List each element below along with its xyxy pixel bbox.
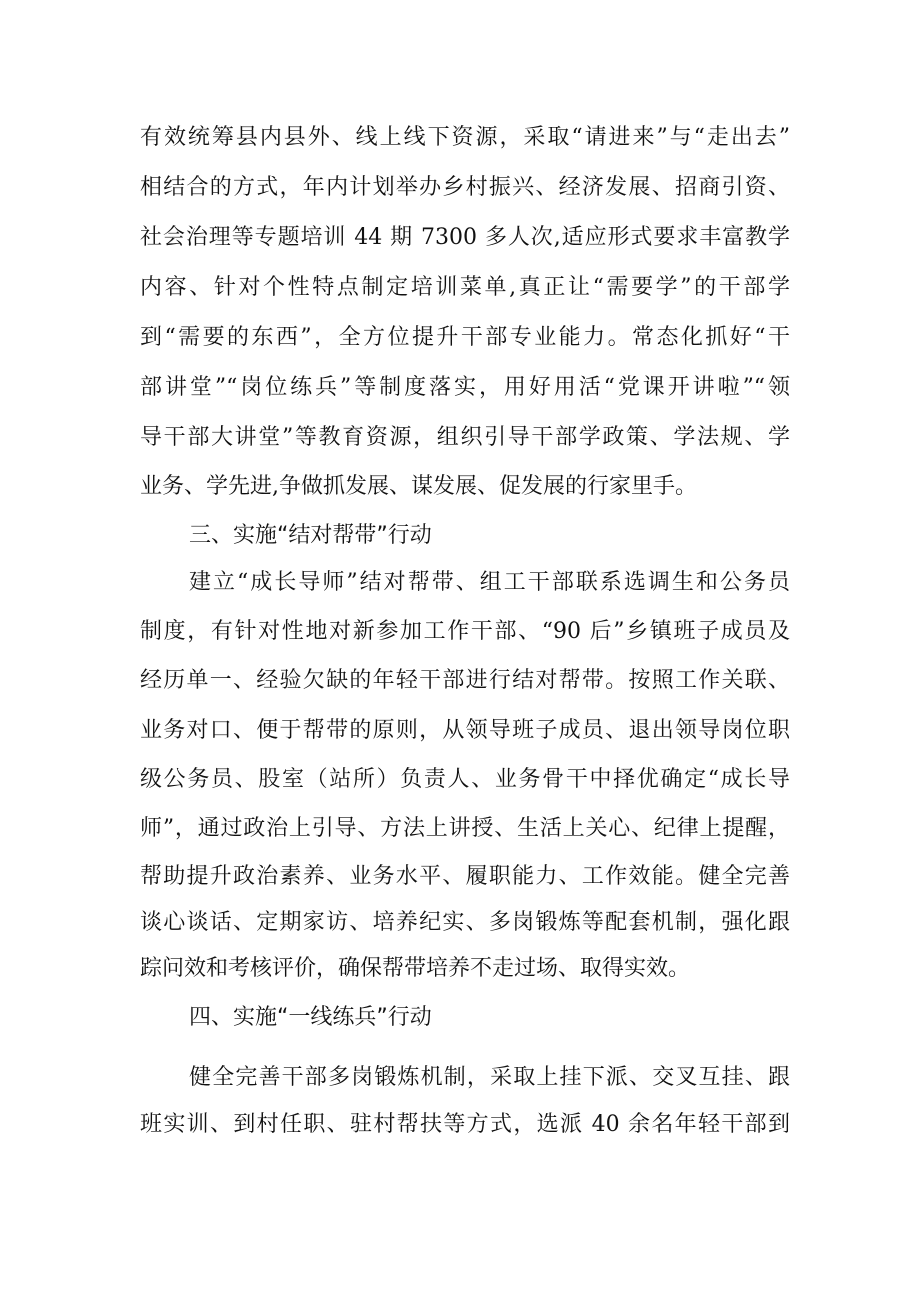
- paragraph-2-line-4: 业务对口、便于帮带的原则，从领导班子成员、退出领导岗位职: [140, 718, 790, 743]
- section-heading-4: 四、实施“一线练兵”行动: [189, 1005, 432, 1030]
- paragraph-2-line-7: 帮助提升政治素养、业务水平、履职能力、工作效能。健全完善: [140, 864, 790, 889]
- paragraph-1-line-8: 业务、学先进,争做抓发展、谋发展、促发展的行家里手。: [140, 474, 697, 499]
- paragraph-2-line-2: 制度，有针对性地对新参加工作干部、“90 后”乡镇班子成员及: [140, 619, 790, 644]
- paragraph-1-line-7: 导干部大讲堂”等教育资源，组织引导干部学政策、学法规、学: [140, 425, 790, 450]
- paragraph-2-line-6: 师”，通过政治上引导、方法上讲授、生活上关心、纪律上提醒，: [140, 816, 790, 841]
- paragraph-1-line-6: 部讲堂”“岗位练兵”等制度落实，用好用活“党课开讲啦”“领: [140, 375, 790, 400]
- paragraph-1-line-5: 到“需要的东西”，全方位提升干部专业能力。常态化抓好“干: [140, 325, 790, 350]
- paragraph-2-line-3: 经历单一、经验欠缺的年轻干部进行结对帮带。按照工作关联、: [140, 668, 790, 693]
- paragraph-1-line-2: 相结合的方式，年内计划举办乡村振兴、经济发展、招商引资、: [140, 175, 790, 200]
- paragraph-2-line-8: 谈心谈话、定期家访、培养纪实、多岗锻炼等配套机制，强化跟: [140, 910, 790, 935]
- paragraph-1-line-4: 内容、针对个性特点制定培训菜单,真正让“需要学”的干部学: [140, 275, 790, 300]
- paragraph-2-line-1: 建立“成长导师”结对帮带、组工干部联系选调生和公务员: [189, 570, 790, 595]
- paragraph-1-line-1: 有效统筹县内县外、线上线下资源，采取“请进来”与“走出去”: [140, 125, 790, 150]
- paragraph-1-line-3: 社会治理等专题培训 44 期 7300 多人次,适应形式要求丰富教学: [140, 225, 790, 250]
- paragraph-3-line-2: 班实训、到村任职、驻村帮扶等方式，选派 40 余名年轻干部到: [140, 1112, 790, 1137]
- paragraph-2-line-5: 级公务员、股室（站所）负责人、业务骨干中择优确定“成长导: [140, 767, 790, 792]
- paragraph-2-line-9: 踪问效和考核评价，确保帮带培养不走过场、取得实效。: [140, 956, 691, 981]
- paragraph-3-line-1: 健全完善干部多岗锻炼机制，采取上挂下派、交叉互挂、跟: [189, 1065, 790, 1090]
- section-heading-3: 三、实施“结对帮带”行动: [189, 523, 432, 548]
